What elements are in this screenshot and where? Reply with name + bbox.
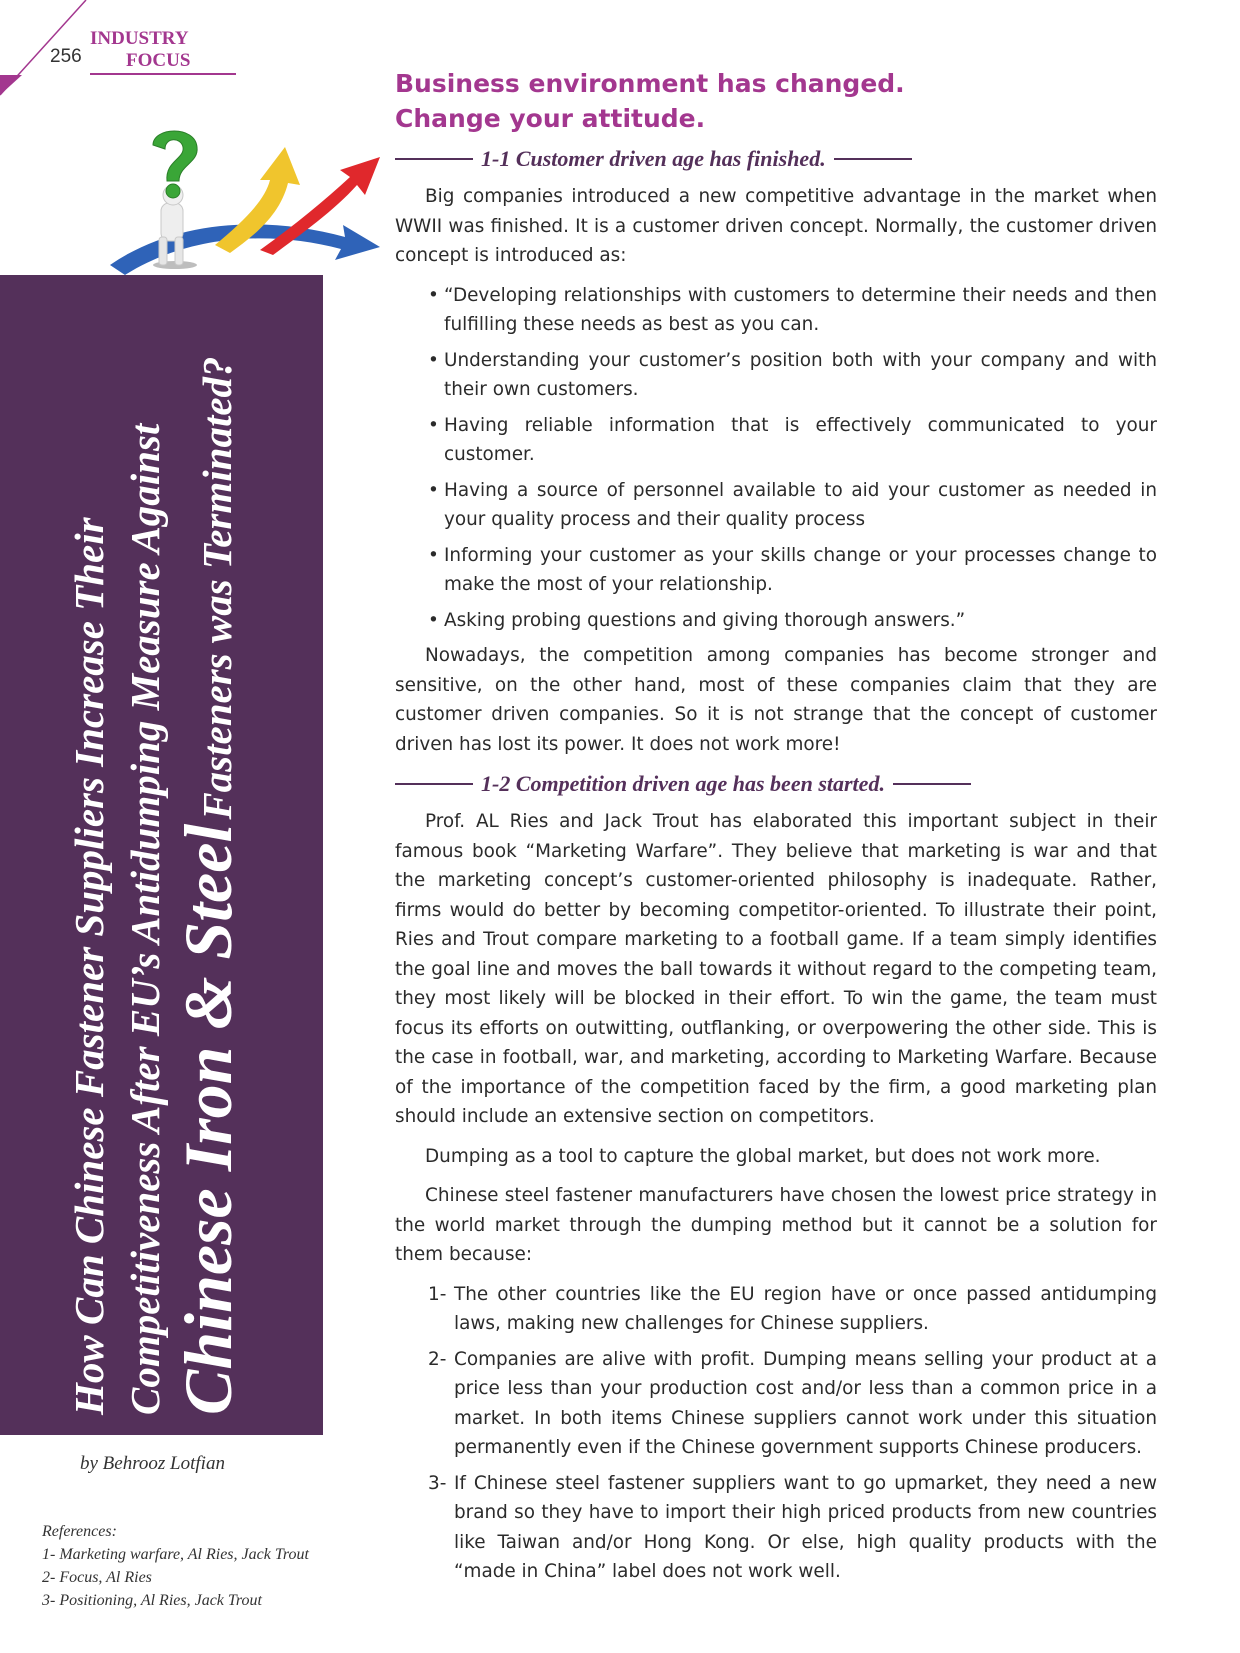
section-tag-line1: INDUSTRY [90,28,189,49]
list-number: 1- [428,1283,447,1305]
section1-after: Nowadays, the competition among companies has become stronger and sensitive, on the other hand, most of these companies claim that they are customer driven companies. So it is not strange that the concept of customer driven has lost its power. It does not work more! [395,645,1157,755]
banner-title-line3 [169,295,262,1415]
references [42,1520,309,1612]
banner-title-line3-big: Chinese Iron & Steel [169,823,246,1415]
title-banner [0,275,323,1435]
list-number: 2- [428,1348,447,1370]
heading-rule-right [893,783,971,785]
section2-heading [395,769,1157,799]
section2-paragraph2: Dumping as a tool to capture the global market, but does not work more. [425,1145,1101,1167]
list-item: • Having a source of personnel available to aid your customer as needed in your quality process and their quality process [428,476,1157,535]
question-mark-arrows-illustration [95,125,385,275]
article-headline [395,66,1157,136]
list-item: • Understanding your customer’s position both with your company and with their own customers. [428,346,1157,405]
list-item: • Asking probing questions and giving thorough answers.” [428,606,1157,636]
section2-title: 1-2 Competition driven age has been started. [481,771,885,796]
reference-item: 3- Positioning, Al Ries, Jack Trout [42,1592,262,1609]
references-title: References: [42,1523,117,1540]
list-item [428,1345,1157,1463]
list-text: The other countries like the EU region have or once passed antidumping laws, making new challenges for Chinese suppliers. [454,1283,1157,1334]
heading-rule-right [834,158,912,160]
reference-item: 1- Marketing warfare, Al Ries, Jack Trout [42,1546,309,1563]
author-byline: by Behrooz Lotfian [80,1453,225,1474]
banner-title [11,295,311,1415]
headline-line2: Change your attitude. [395,104,706,133]
article-body [395,66,1157,1593]
section-tag-line2: FOCUS [90,50,236,75]
list-item: • Having reliable information that is effectively communicated to your customer. [428,411,1157,470]
list-item [428,1280,1157,1339]
page-number: 256 [50,46,82,67]
section-tag [90,28,236,75]
reference-item: 2- Focus, Al Ries [42,1569,152,1586]
list-item [428,1469,1157,1587]
list-text: If Chinese steel fastener suppliers want to go upmarket, they need a new brand so they have to import their high priced products from new countries like Taiwan and/or Hong Kong. Or else, high quality products with the “made in China” label does not work well. [454,1472,1157,1582]
customer-driven-list [395,281,1157,636]
heading-rule-left [395,783,473,785]
section1-intro: Big companies introduced a new competitive advantage in the market when WWII was finished. It is a customer driven concept. Normally, the customer driven concept is introduced as: [395,186,1157,266]
banner-title-line1: How Can Chinese Fastener Suppliers Increase Their [65,517,112,1415]
list-text: Companies are alive with profit. Dumping means selling your product at a price less than your production cost and/or less than a common price in a market. In both items Chinese suppliers cannot work under this situation permanently even if the Chinese government supports Chinese producers. [454,1348,1157,1458]
section1-heading [395,144,1157,174]
banner-title-line2: Competitiveness After EU’s Antidumping Measure Against [121,423,168,1415]
list-item: • “Developing relationships with customers to determine their needs and then fulfilling these needs as best as you can. [428,281,1157,340]
dumping-reasons-list [395,1280,1157,1587]
section2-paragraph3: Chinese steel fastener manufacturers have chosen the lowest price strategy in the world market through the dumping method but it cannot be a solution for them because: [395,1185,1157,1265]
headline-line1: Business environment has changed. [395,69,905,98]
heading-rule-left [395,158,473,160]
list-item: • Informing your customer as your skills change or your processes change to make the most of your relationship. [428,541,1157,600]
list-number: 3- [428,1472,447,1494]
section2-paragraph1: Prof. AL Ries and Jack Trout has elaborated this important subject in their famous book “Marketing Warfare”. They believe that marketing is war and that the marketing concept’s customer-oriented philosophy is inadequate. Rather, firms would do better by becoming competitor-oriented. To illustrate their point, Ries and Trout compare marketing to a football game. If a team simply identifies the goal line and moves the ball towards it without regard to the competing team, they most likely will be blocked in their effort. To win the game, the team must focus its efforts on outwitting, outflanking, or overpowering the other side. This is the case in football, war, and marketing, according to Marketing Warfare. Because of the importance of the competition faced by the firm, a good marketing plan should include an extensive section on competitors. [395,811,1157,1127]
section1-title: 1-1 Customer driven age has finished. [481,146,826,171]
banner-title-line3-small: Fasteners was Terminated? [193,356,240,820]
